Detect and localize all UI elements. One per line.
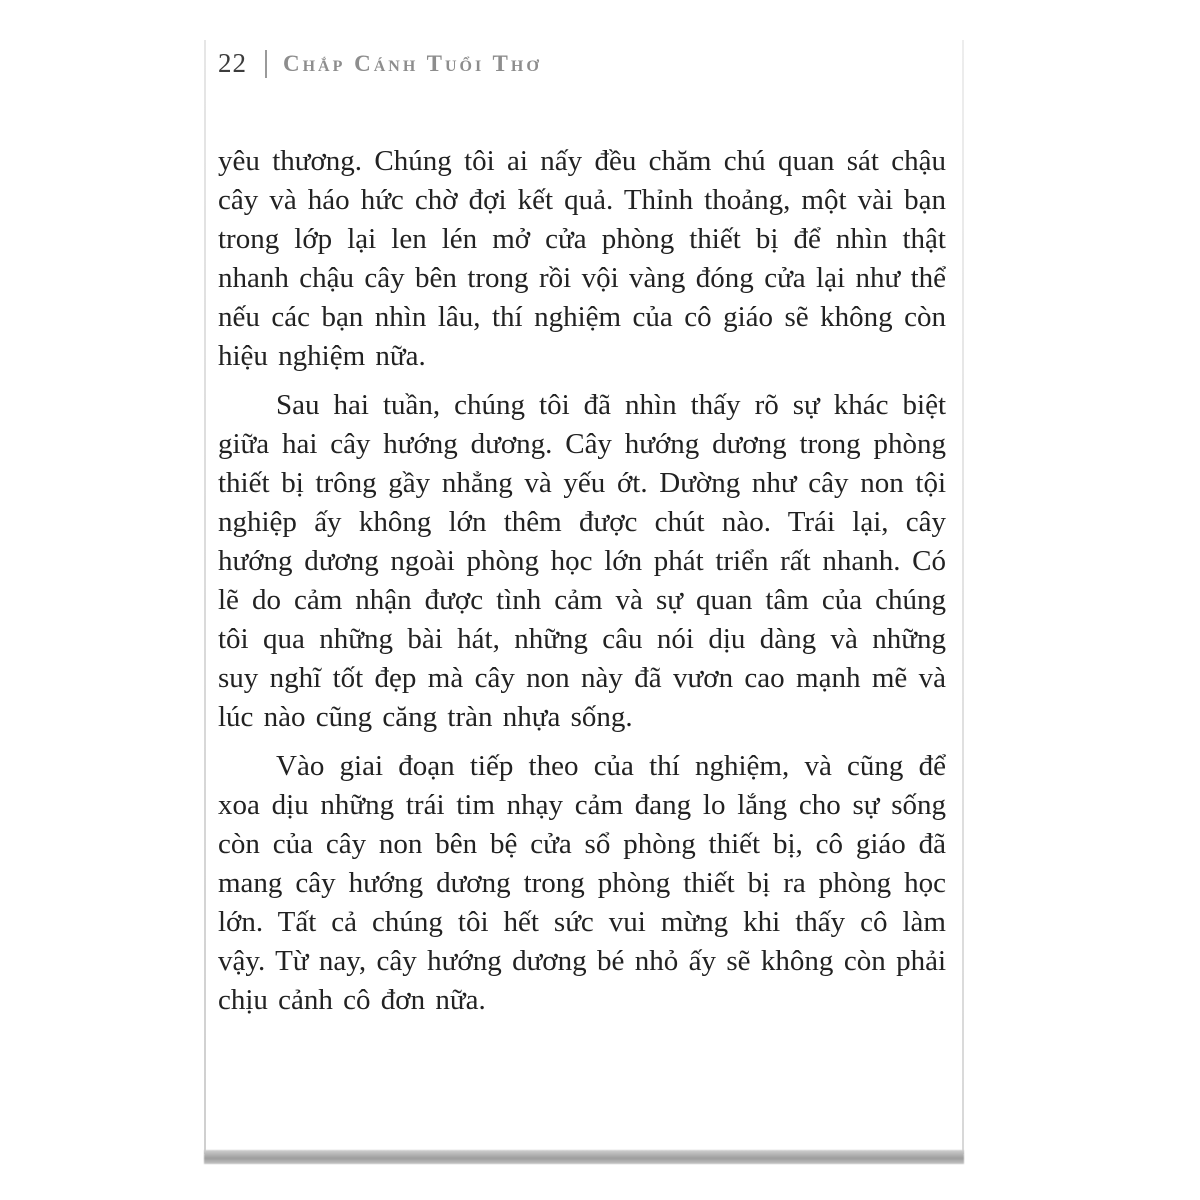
- paragraph: Vào giai đoạn tiếp theo của thí nghiệm, và cũng để xoa dịu những trái tim nhạy cảm đang lo lắng cho sự sống còn của cây non bên bệ cửa sổ phòng thiết bị, cô giáo đã mang cây hướng dương trong phòng thiết bị ra phòng học lớn. Tất cả chúng tôi hết sức vui mừng khi thấy cô làm vậy. Từ nay, cây hướng dương bé nhỏ ấy sẽ không còn phải chịu cảnh cô đơn nữa.: [218, 750, 946, 1016]
- paragraph: yêu thương. Chúng tôi ai nấy đều chăm chú quan sát chậu cây và háo hức chờ đợi kết quả. Thỉnh thoảng, một vài bạn trong lớp lại len lén mở cửa phòng thiết bị để nhìn thật nhanh chậu cây bên trong rồi vội vàng đóng cửa lại như thể nếu các bạn nhìn lâu, thí nghiệm của cô giáo sẽ không còn hiệu nghiệm nữa.: [218, 145, 946, 372]
- page-left-edge: [204, 40, 206, 1154]
- running-title: Chắp Cánh Tuổi Thơ: [283, 50, 542, 76]
- page-right-edge: [962, 40, 964, 1154]
- page-bottom-shadow: [204, 1150, 964, 1164]
- page-header: [218, 48, 542, 79]
- page-number: 22: [218, 48, 247, 78]
- paragraph: Sau hai tuần, chúng tôi đã nhìn thấy rõ sự khác biệt giữa hai cây hướng dương. Cây hướng dương trong phòng thiết bị trông gầy nhẳng và yếu ớt. Dường như cây non tội nghiệp ấy không lớn thêm được chút nào. Trái lại, cây hướng dương ngoài phòng học lớn phát triển rất nhanh. Có lẽ do cảm nhận được tình cảm và sự quan tâm của chúng tôi qua những bài hát, những câu nói dịu dàng và những suy nghĩ tốt đẹp mà cây non này đã vươn cao mạnh mẽ và lúc nào cũng căng tràn nhựa sống.: [218, 389, 946, 733]
- header-divider: [265, 50, 267, 78]
- page-text: [218, 142, 946, 1030]
